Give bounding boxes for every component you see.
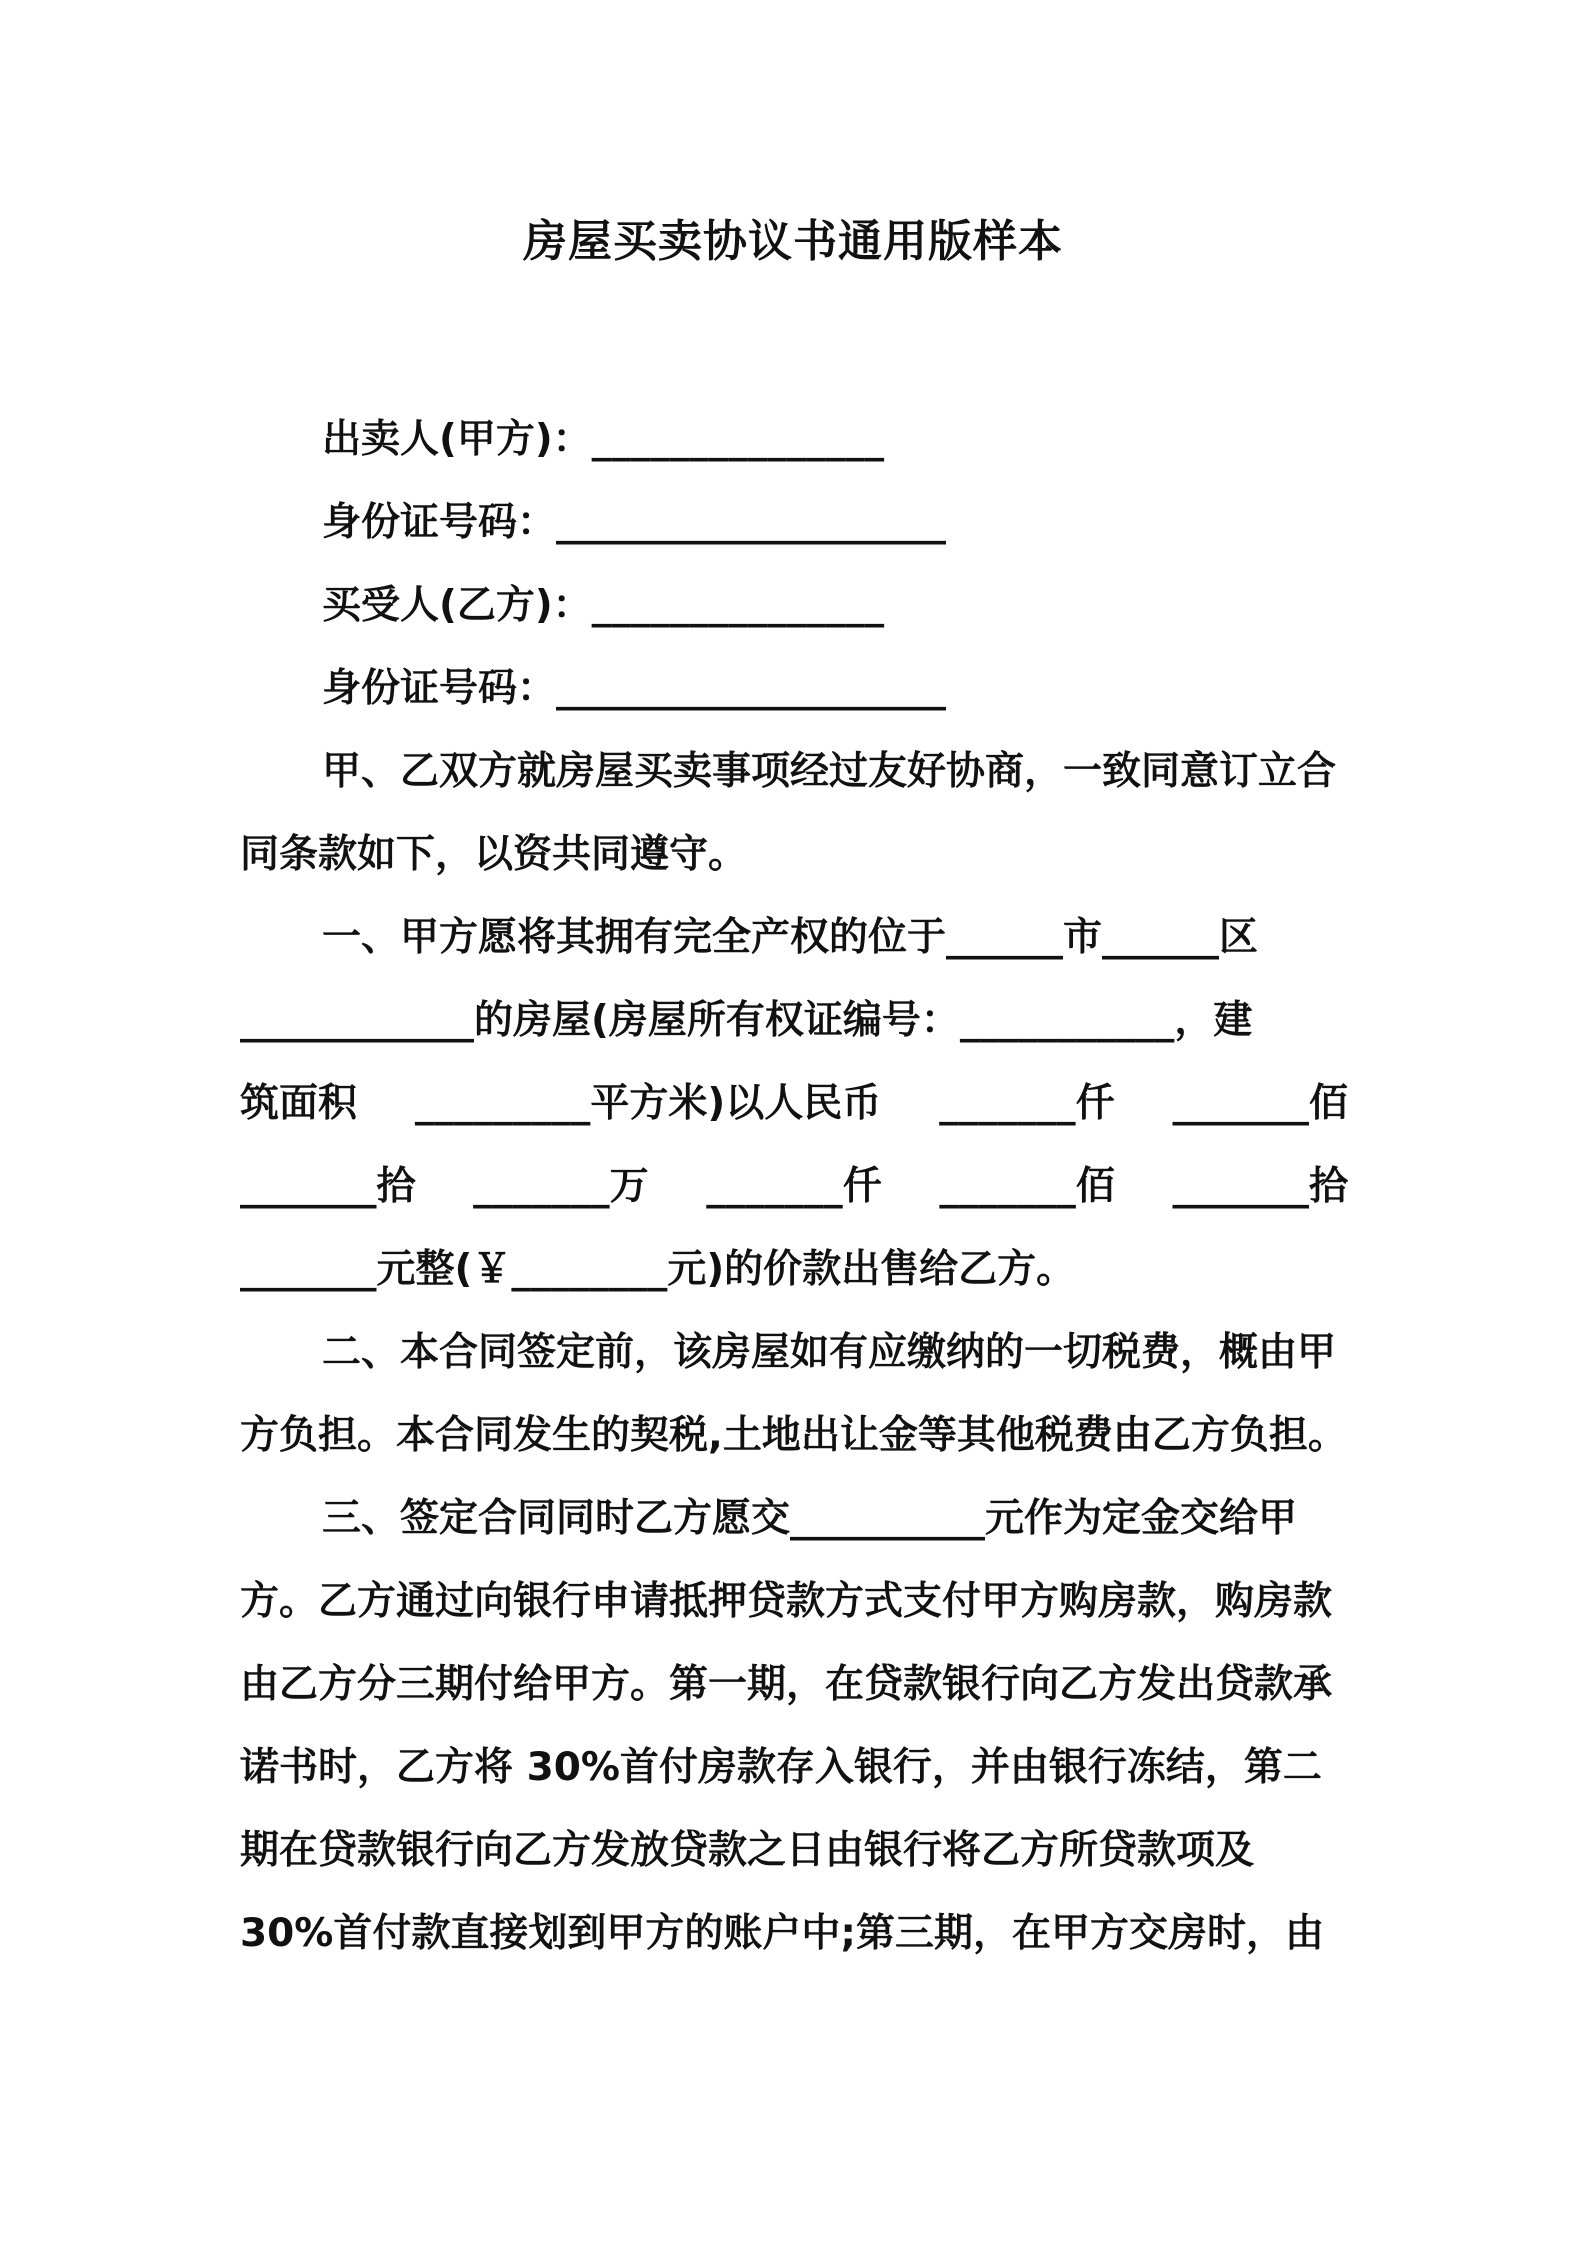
clause1-line-4-part: _______拾: [240, 1164, 416, 1209]
clause1-line-3-part: _________平方米)以人民币: [414, 1081, 882, 1126]
clause2-line-2: 方负担。本合同发生的契税,土地出让金等其他税费由乙方负担。: [240, 1413, 1347, 1458]
clause1-line-5: _______元整(￥________元)的价款出售给乙方。: [240, 1247, 1076, 1292]
clause1-line-3-part: 筑面积: [240, 1081, 358, 1126]
seller-line: 出卖人(甲方)：_______________: [322, 417, 885, 462]
clause3-line-3: 由乙方分三期付给甲方。第一期，在贷款银行向乙方发出贷款承: [240, 1662, 1333, 1707]
clause1-line-4-part: _______拾: [1172, 1164, 1348, 1209]
clause3-line-6: 30%首付款直接划到甲方的账户中;第三期，在甲方交房时，由: [240, 1911, 1324, 1956]
clause1-line-3: [240, 1076, 1348, 1132]
intro-line-2: 同条款如下，以资共同遵守。: [240, 832, 748, 877]
buyer-id-line: 身份证号码：____________________: [322, 666, 947, 711]
clause1-line-4-part: _______万: [473, 1164, 649, 1209]
intro-line-1: 甲、乙双方就房屋买卖事项经过友好协商，一致同意订立合: [322, 749, 1337, 794]
clause2-line-1: 二、本合同签定前，该房屋如有应缴纳的一切税费，概由甲: [322, 1330, 1337, 1375]
clause3-line-5: 期在贷款银行向乙方发放贷款之日由银行将乙方所贷款项及: [240, 1828, 1255, 1873]
clause1-line-3-part: _______佰: [1172, 1081, 1348, 1126]
clause3-line-2: 方。乙方通过向银行申请抵押贷款方式支付甲方购房款，购房款: [240, 1579, 1333, 1624]
clause1-line-3-part: _______仟: [939, 1081, 1115, 1126]
clause3-line-1: 三、签定合同同时乙方愿交__________元作为定金交给甲: [322, 1496, 1298, 1541]
clause1-line-4: [240, 1159, 1348, 1215]
clause3-line-4: 诺书时，乙方将 30%首付房款存入银行，并由银行冻结，第二: [240, 1745, 1322, 1790]
buyer-line: 买受人(乙方)：_______________: [322, 583, 885, 628]
clause1-line-2: ____________的房屋(房屋所有权证编号：___________，建: [240, 998, 1253, 1043]
clause1-line-1: 一、甲方愿将其拥有完全产权的位于______市______区: [322, 915, 1259, 960]
seller-id-line: 身份证号码：____________________: [322, 500, 947, 545]
document-title: 房屋买卖协议书通用版样本: [523, 216, 1063, 267]
clause1-line-4-part: _______仟: [706, 1164, 882, 1209]
clause1-line-4-part: _______佰: [939, 1164, 1115, 1209]
